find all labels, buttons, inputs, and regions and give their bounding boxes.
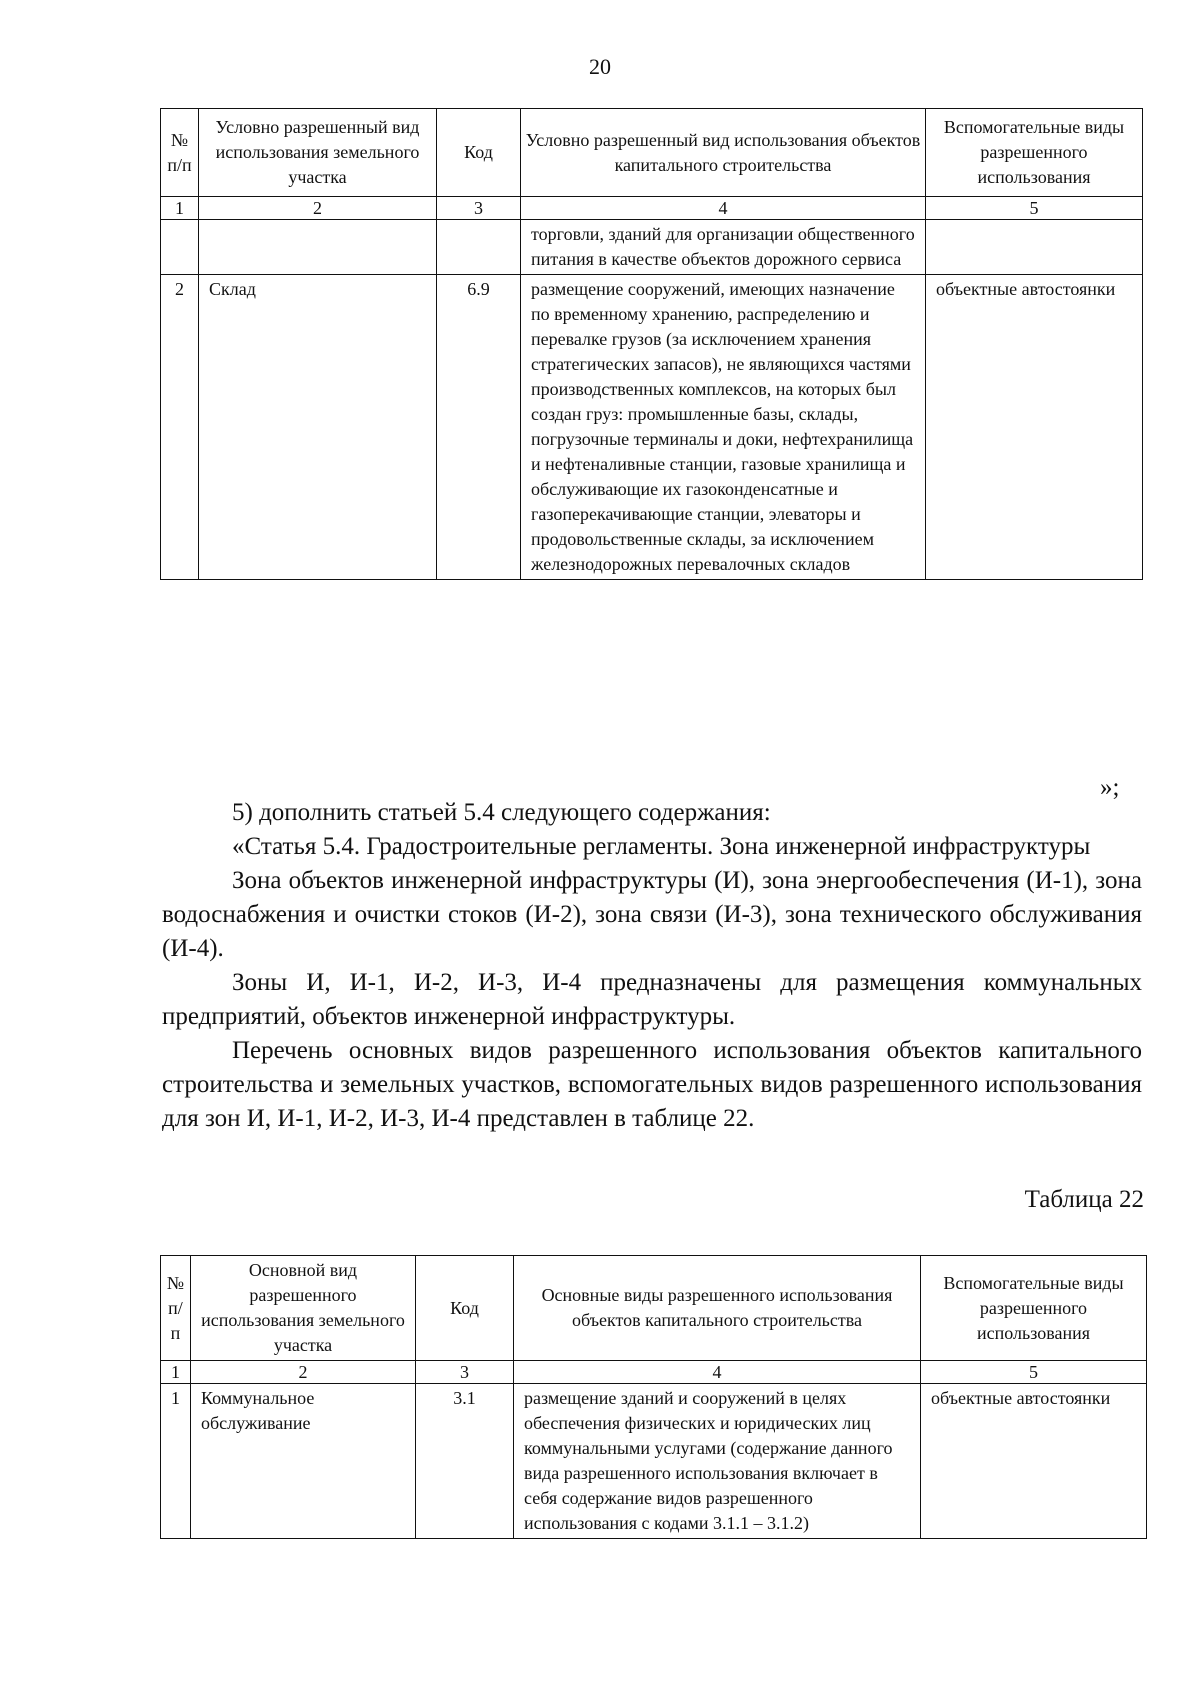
col-number: 2 <box>191 1361 416 1384</box>
table-conditional-uses <box>160 108 1143 580</box>
col-number: 5 <box>921 1361 1147 1384</box>
page-number: 20 <box>589 54 611 79</box>
col-number: 3 <box>416 1361 514 1384</box>
header-land-use: Основной вид разрешенного использования земельного участка <box>191 1256 416 1361</box>
header-capital-use: Основные виды разрешенного использования объектов капитального строительства <box>514 1256 921 1361</box>
header-code: Код <box>416 1256 514 1361</box>
col-number: 3 <box>437 197 521 220</box>
paragraph-amendment: 5) дополнить статьей 5.4 следующего содержания: <box>232 799 771 826</box>
row-num <box>161 220 199 275</box>
table-caption: Таблица 22 <box>1024 1186 1144 1213</box>
table-22-main-uses <box>160 1255 1147 1539</box>
header-num: № п/п <box>161 109 199 197</box>
header-auxiliary: Вспомогательные виды разрешенного использования <box>921 1256 1147 1361</box>
col-number: 2 <box>199 197 437 220</box>
col-number: 1 <box>161 1361 191 1384</box>
col-number: 5 <box>926 197 1143 220</box>
column-number-row <box>161 1361 1147 1384</box>
closing-quote-mark: »; <box>1100 774 1120 801</box>
header-land-use: Условно разрешенный вид использования земельного участка <box>199 109 437 197</box>
header-num: № п/п <box>161 1256 191 1361</box>
row-auxiliary <box>926 220 1143 275</box>
col-number: 4 <box>521 197 926 220</box>
row-land-use: Коммунальное обслуживание <box>191 1384 416 1539</box>
row-num: 2 <box>161 275 199 580</box>
column-number-row <box>161 197 1143 220</box>
row-code <box>437 220 521 275</box>
table-row <box>161 1384 1147 1539</box>
row-capital-use: размещение сооружений, имеющих назначение по временному хранению, распределению и перевалке грузов (за исключением хранения стратегических запасов), не являющихся частями производственных комплексов, на которых был создан груз: промышленные базы, склады, погрузочные терминалы и доки, нефтехранилища и нефтеналивные станции, газовые хранилища и обслуживающие их газоконденсатные и газоперекачивающие станции, элеваторы и продовольственные склады, за исключением железнодорожных перевалочных складов <box>521 275 926 580</box>
col-number: 4 <box>514 1361 921 1384</box>
paragraph-article-title: «Статья 5.4. Градостроительные регламенты. Зона инженерной инфраструктуры <box>232 833 1091 860</box>
paragraph-table-reference: Перечень основных видов разрешенного использования объектов капитального строительства и земельных участков, вспомогательных видов разрешенного использования для зон И, И-1, И-2, И-3, И-4 представлен в таблице 22. <box>162 1037 1142 1132</box>
table-header-row <box>161 1256 1147 1361</box>
col-number: 1 <box>161 197 199 220</box>
row-auxiliary: объектные автостоянки <box>921 1384 1147 1539</box>
header-code: Код <box>437 109 521 197</box>
row-num: 1 <box>161 1384 191 1539</box>
row-capital-use: торговли, зданий для организации общественного питания в качестве объектов дорожного сервиса <box>521 220 926 275</box>
body-text <box>162 796 1142 1136</box>
row-auxiliary: объектные автостоянки <box>926 275 1143 580</box>
table-row <box>161 275 1143 580</box>
header-capital-use: Условно разрешенный вид использования объектов капитального строительства <box>521 109 926 197</box>
row-land-use: Склад <box>199 275 437 580</box>
table-row <box>161 220 1143 275</box>
table-header-row <box>161 109 1143 197</box>
header-auxiliary: Вспомогательные виды разрешенного использования <box>926 109 1143 197</box>
row-capital-use: размещение зданий и сооружений в целях обеспечения физических и юридических лиц коммунальными услугами (содержание данного вида разрешенного использования включает в себя содержание видов разрешенного использования с кодами 3.1.1 – 3.1.2) <box>514 1384 921 1539</box>
row-land-use <box>199 220 437 275</box>
paragraph-zones-purpose: Зоны И, И-1, И-2, И-3, И-4 предназначены для размещения коммунальных предприятий, объектов инженерной инфраструктуры. <box>162 969 1142 1030</box>
row-code: 6.9 <box>437 275 521 580</box>
paragraph-zones-list: Зона объектов инженерной инфраструктуры (И), зона энергообеспечения (И-1), зона водоснабжения и очистки стоков (И-2), зона связи (И-3), зона технического обслуживания (И-4). <box>162 867 1142 962</box>
row-code: 3.1 <box>416 1384 514 1539</box>
